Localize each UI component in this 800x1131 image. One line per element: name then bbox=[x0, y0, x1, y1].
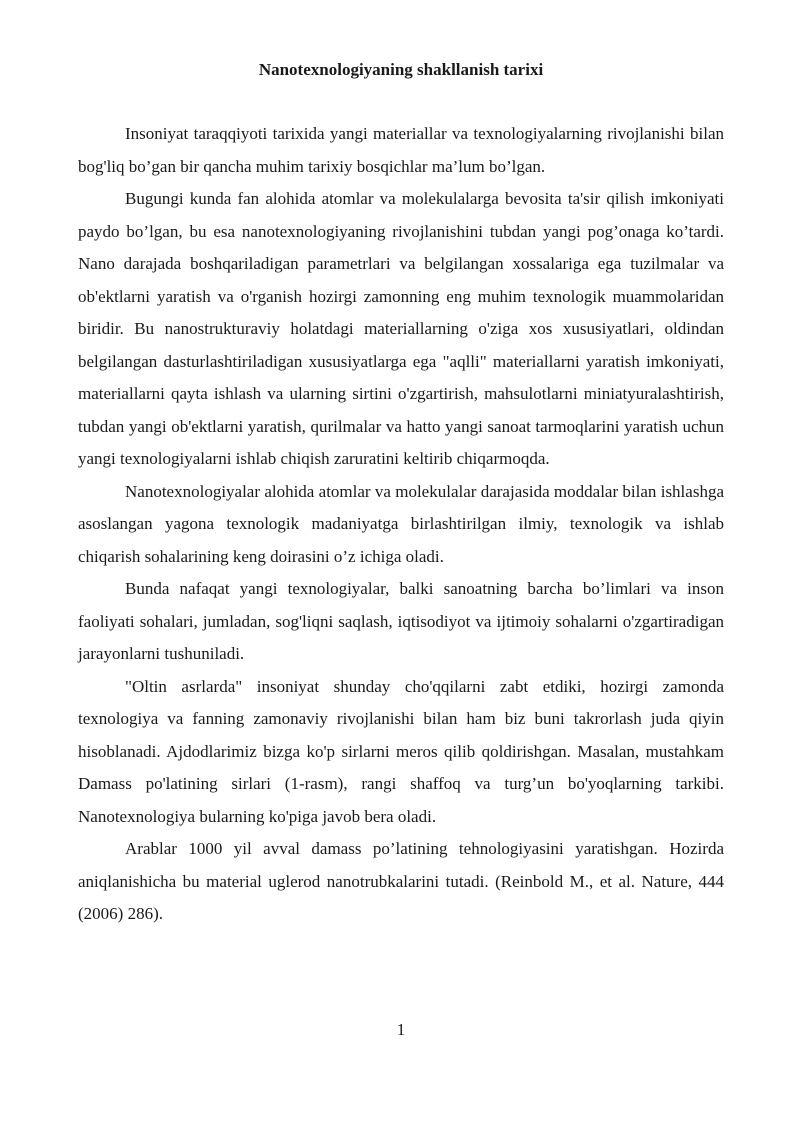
paragraph-6: Arablar 1000 yil avval damass po’latining tehnologiyasini yaratishgan. Hozirda aniqlanishicha bu material uglerod nanotrubkalarini tutadi. (Reinbold M., et al. Nature, 444 (2006) 286). bbox=[78, 839, 724, 923]
paragraph-5: "Oltin asrlarda" insoniyat shunday cho'qqilarni zabt etdiki, hozirgi zamonda texnologiya va fanning zamonaviy rivojlanishi bilan ham biz buni takrorlash juda qiyin hisoblanadi. Ajdodlarimiz bizga ko'p sirlarni meros qilib qoldirishgan. Masalan, mustahkam Damass po'latining sirlari (1-rasm), rangi shaffoq va turg’un bo'yoqlarning tarkibi. Nanotexnologiya bularning ko'piga javob bera oladi. bbox=[78, 676, 724, 826]
document-body bbox=[78, 118, 724, 931]
page-number: 1 bbox=[396, 1020, 406, 1039]
paragraph-3: Nanotexnologiyalar alohida atomlar va molekulalar darajasida moddalar bilan ishlashga asoslangan yagona texnologik madaniyatga birlashtirilgan ilmiy, texnologik va ishlab chiqarish sohalarining keng doirasini o’z ichiga oladi. bbox=[78, 481, 724, 566]
document-title: Nanotexnologiyaning shakllanish tarixi bbox=[258, 60, 544, 79]
paragraph-2: Bugungi kunda fan alohida atomlar va molekulalarga bevosita ta'sir qilish imkoniyati paydo bo’lgan, bu esa nanotexnologiyaning rivojlanishini tubdan yangi pog’onaga ko’tardi. Nano darajada boshqariladigan parametrlari va belgilangan xossalariga ega tuzilmalar va ob'ektlarni yaratish va o'rganish hozirgi zamonning eng muhim texnologik muammolaridan biridir. Bu nanostrukturaviy holatdagi materiallarning o'ziga xos xususiyatlari, oldindan belgilangan dasturlashtiriladigan xususiyatlarga ega "aqlli" materiallarni yaratish imkoniyati, materiallarni qayta ishlash va ularning sirtini o'zgartirish, mahsulotlarni miniatyuralashtirish, tubdan yangi ob'ektlarni yaratish, qurilmalar va hatto yangi sanoat tarmoqlarini yaratish uchun yangi texnologiyalarni ishlab chiqish zaruratini keltirib chiqarmoqda. bbox=[78, 189, 724, 468]
paragraph-4: Bunda nafaqat yangi texnologiyalar, balki sanoatning barcha bo’limlari va inson faoliyati sohalari, jumladan, sog'liqni saqlash, iqtisodiyot va ijtimoiy sohalarni o'zgartiradigan jarayonlarni tushuniladi. bbox=[78, 579, 724, 663]
paragraph-1: Insoniyat taraqqiyoti tarixida yangi materiallar va texnologiyalarning rivojlanishi bilan bog'liq bo’gan bir qancha muhim tarixiy bosqichlar ma’lum bo’lgan. bbox=[78, 124, 724, 176]
